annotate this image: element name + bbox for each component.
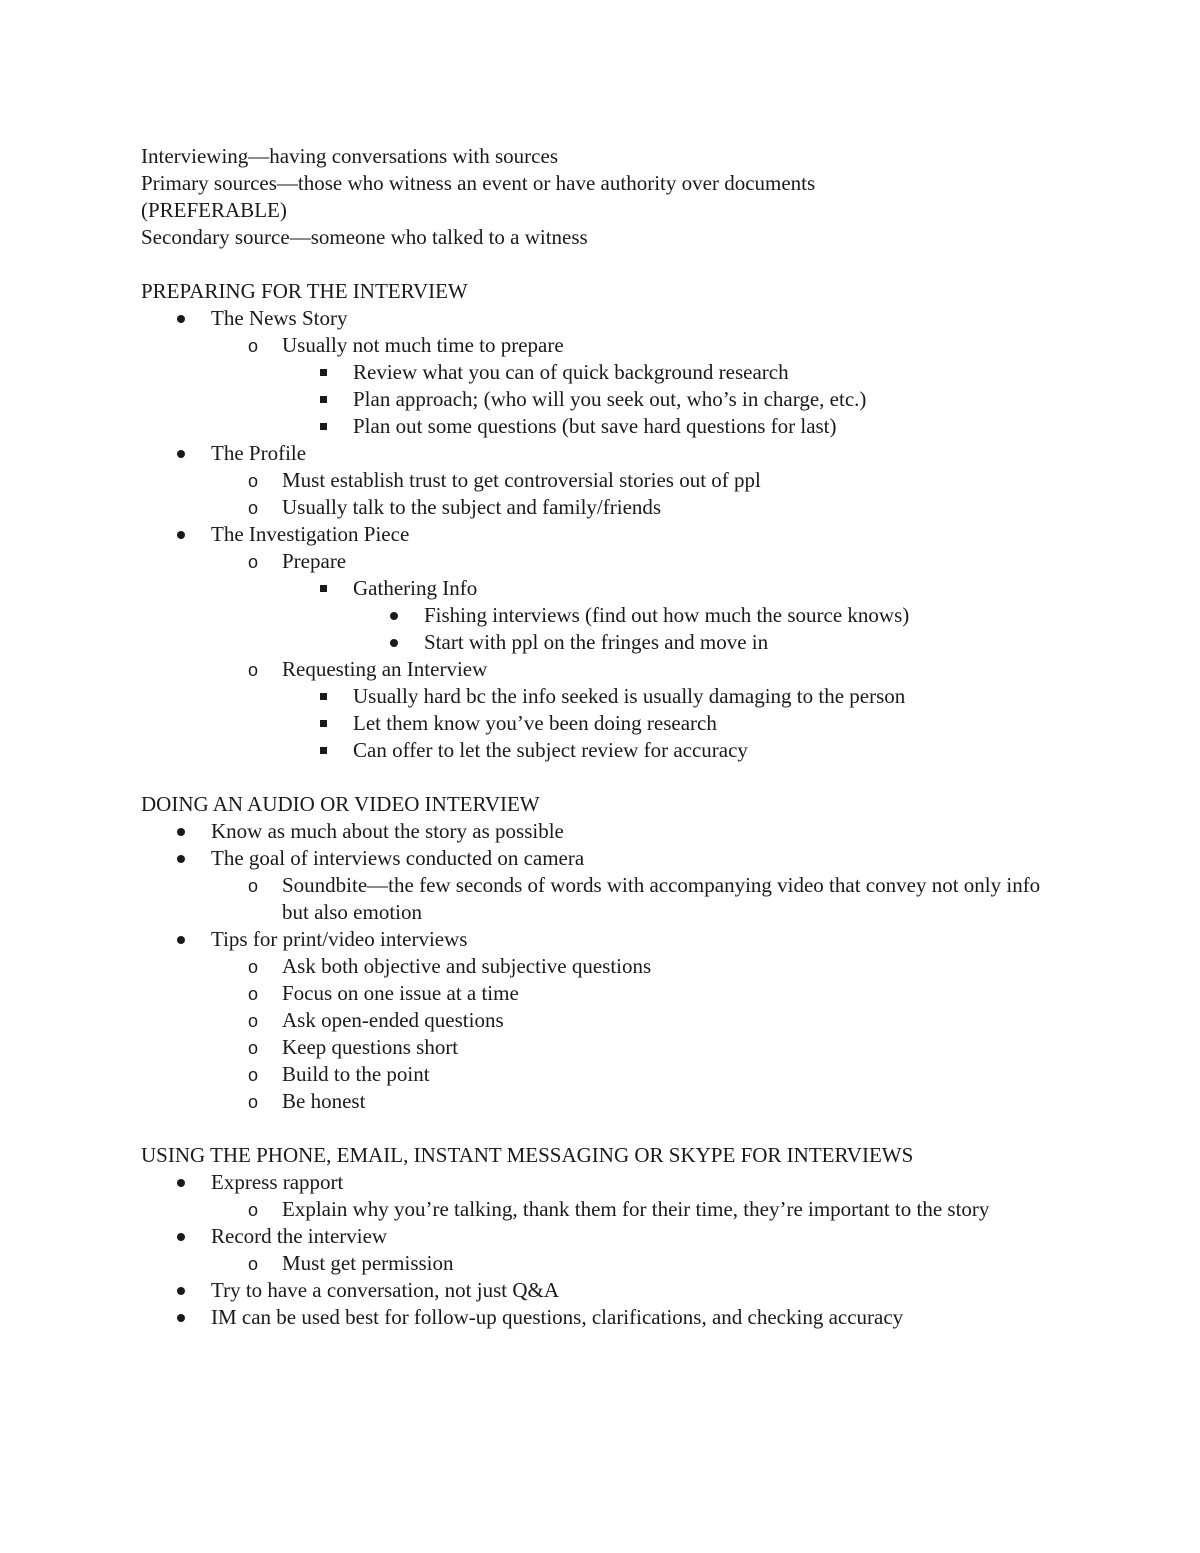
square-bullet-icon (313, 575, 333, 602)
list-item-text: Review what you can of quick background research (353, 360, 789, 384)
disc-bullet-shape (177, 936, 185, 944)
list-item-text: Must establish trust to get controversial stories out of ppl (282, 468, 761, 492)
disc-bullet-icon (171, 1223, 191, 1250)
list-item (141, 1250, 1061, 1277)
list-item (141, 872, 1061, 926)
disc-bullet-icon (171, 521, 191, 548)
hollow-circle-bullet-icon (243, 467, 263, 495)
intro-line: (PREFERABLE) (141, 198, 287, 222)
list-item-text: Try to have a conversation, not just Q&A (211, 1278, 560, 1302)
square-bullet-shape (320, 369, 327, 376)
square-bullet-shape (320, 747, 327, 754)
list-item-text: Requesting an Interview (282, 657, 488, 681)
bullet-glyph: o (247, 957, 258, 977)
list-item (141, 1223, 1061, 1250)
square-bullet-shape (320, 423, 327, 430)
list-item (141, 332, 1061, 359)
bullet-glyph: o (247, 1011, 258, 1031)
outline-sections (141, 278, 1061, 1331)
square-bullet-icon (313, 710, 333, 737)
list-item (141, 1061, 1061, 1088)
section-heading: DOING AN AUDIO OR VIDEO INTERVIEW (141, 792, 540, 816)
square-bullet-shape (320, 585, 327, 592)
list-item (141, 1088, 1061, 1115)
list-item-text: The Investigation Piece (211, 522, 410, 546)
square-bullet-icon (313, 413, 333, 440)
bullet-glyph: o (247, 336, 258, 356)
list-item (141, 980, 1061, 1007)
list-item (141, 845, 1061, 872)
list-item (141, 386, 1061, 413)
hollow-circle-bullet-icon (243, 1061, 263, 1089)
hollow-circle-bullet-icon (243, 494, 263, 522)
list-item-text: Can offer to let the subject review for accuracy (353, 738, 748, 762)
bullet-glyph: o (247, 552, 258, 572)
list-item-text: Usually not much time to prepare (282, 333, 564, 357)
list-item (141, 737, 1061, 764)
list-item-text: Let them know you’ve been doing research (353, 711, 717, 735)
list-item-text: IM can be used best for follow-up questions, clarifications, and checking accuracy (211, 1305, 904, 1329)
list-item-text: Soundbite—the few seconds of words with accompanying video that convey not only info but also emotion (282, 873, 1041, 924)
list-item-text: Keep questions short (282, 1035, 459, 1059)
list-item (141, 1277, 1061, 1304)
list-item-text: Record the interview (211, 1224, 388, 1248)
bullet-glyph: o (247, 498, 258, 518)
hollow-circle-bullet-icon (243, 980, 263, 1008)
square-bullet-icon (313, 386, 333, 413)
square-bullet-icon (313, 737, 333, 764)
disc-bullet-icon (171, 440, 191, 467)
square-bullet-shape (320, 720, 327, 727)
square-bullet-shape (320, 396, 327, 403)
list-item-text: Express rapport (211, 1170, 344, 1194)
disc-bullet-shape (390, 639, 398, 647)
blank-line (141, 1115, 1061, 1142)
list-item-text: Fishing interviews (find out how much the source knows) (424, 603, 910, 627)
disc-bullet-icon (384, 602, 404, 629)
bullet-glyph: o (247, 984, 258, 1004)
list-item-text: The Profile (211, 441, 307, 465)
list-item-text: Usually talk to the subject and family/friends (282, 495, 662, 519)
disc-bullet-shape (177, 1314, 185, 1322)
list-item-text: The News Story (211, 306, 348, 330)
list-item-text: Ask both objective and subjective questions (282, 954, 652, 978)
list-item (141, 467, 1061, 494)
list-item-text: Prepare (282, 549, 347, 573)
disc-bullet-shape (177, 315, 185, 323)
intro-line: Secondary source—someone who talked to a witness (141, 225, 588, 249)
disc-bullet-shape (390, 612, 398, 620)
list-item (141, 521, 1061, 548)
list-item-text: Must get permission (282, 1251, 454, 1275)
document-body (141, 143, 1061, 1331)
list-item-text: Tips for print/video interviews (211, 927, 468, 951)
list-item-text: Usually hard bc the info seeked is usually damaging to the person (353, 684, 906, 708)
disc-bullet-shape (177, 1287, 185, 1295)
section-heading: PREPARING FOR THE INTERVIEW (141, 279, 468, 303)
list-item-text: Know as much about the story as possible (211, 819, 564, 843)
hollow-circle-bullet-icon (243, 1196, 263, 1224)
disc-bullet-icon (171, 1304, 191, 1331)
list-item (141, 953, 1061, 980)
hollow-circle-bullet-icon (243, 1007, 263, 1035)
list-item (141, 926, 1061, 953)
disc-bullet-icon (384, 629, 404, 656)
list-item (141, 359, 1061, 386)
list-item-text: Be honest (282, 1089, 366, 1113)
list-item-text: Explain why you’re talking, thank them for their time, they’re important to the story (282, 1197, 990, 1221)
bullet-glyph: o (247, 660, 258, 680)
disc-bullet-icon (171, 926, 191, 953)
disc-bullet-shape (177, 1179, 185, 1187)
list-item (141, 413, 1061, 440)
list-item-text: Ask open-ended questions (282, 1008, 504, 1032)
list-item-text: Plan approach; (who will you seek out, who’s in charge, etc.) (353, 387, 867, 411)
hollow-circle-bullet-icon (243, 872, 263, 900)
disc-bullet-icon (171, 818, 191, 845)
bullet-glyph: o (247, 1038, 258, 1058)
square-bullet-shape (320, 693, 327, 700)
list-item-text: Start with ppl on the fringes and move in (424, 630, 769, 654)
disc-bullet-icon (171, 1169, 191, 1196)
list-item-text: Focus on one issue at a time (282, 981, 519, 1005)
list-item (141, 548, 1061, 575)
disc-bullet-icon (171, 845, 191, 872)
bullet-glyph: o (247, 1254, 258, 1274)
blank-line (141, 251, 1061, 278)
disc-bullet-icon (171, 305, 191, 332)
list-item-text: Gathering Info (353, 576, 478, 600)
list-item (141, 1034, 1061, 1061)
hollow-circle-bullet-icon (243, 332, 263, 360)
hollow-circle-bullet-icon (243, 1088, 263, 1116)
square-bullet-icon (313, 683, 333, 710)
list-item (141, 1304, 1061, 1331)
disc-bullet-shape (177, 1233, 185, 1241)
disc-bullet-shape (177, 828, 185, 836)
list-item (141, 629, 1061, 656)
list-item (141, 305, 1061, 332)
hollow-circle-bullet-icon (243, 1034, 263, 1062)
list-item-text: Plan out some questions (but save hard questions for last) (353, 414, 837, 438)
list-item (141, 1007, 1061, 1034)
disc-bullet-icon (171, 1277, 191, 1304)
list-item (141, 575, 1061, 602)
bullet-glyph: o (247, 1092, 258, 1112)
hollow-circle-bullet-icon (243, 1250, 263, 1278)
disc-bullet-shape (177, 531, 185, 539)
list-item-text: Build to the point (282, 1062, 430, 1086)
list-item (141, 683, 1061, 710)
bullet-glyph: o (247, 1200, 258, 1220)
hollow-circle-bullet-icon (243, 548, 263, 576)
blank-line (141, 764, 1061, 791)
list-item (141, 656, 1061, 683)
list-item (141, 818, 1061, 845)
list-item (141, 440, 1061, 467)
hollow-circle-bullet-icon (243, 953, 263, 981)
intro-line: Primary sources—those who witness an event or have authority over documents (141, 171, 816, 195)
list-item (141, 1196, 1061, 1223)
section-heading: USING THE PHONE, EMAIL, INSTANT MESSAGING OR SKYPE FOR INTERVIEWS (141, 1143, 914, 1167)
list-item (141, 710, 1061, 737)
bullet-glyph: o (247, 1065, 258, 1085)
bullet-glyph: o (247, 876, 258, 896)
list-item-text: The goal of interviews conducted on camera (211, 846, 585, 870)
list-item (141, 1169, 1061, 1196)
list-item (141, 602, 1061, 629)
intro-line: Interviewing—having conversations with sources (141, 144, 558, 168)
hollow-circle-bullet-icon (243, 656, 263, 684)
bullet-glyph: o (247, 471, 258, 491)
square-bullet-icon (313, 359, 333, 386)
list-item (141, 494, 1061, 521)
disc-bullet-shape (177, 855, 185, 863)
disc-bullet-shape (177, 450, 185, 458)
